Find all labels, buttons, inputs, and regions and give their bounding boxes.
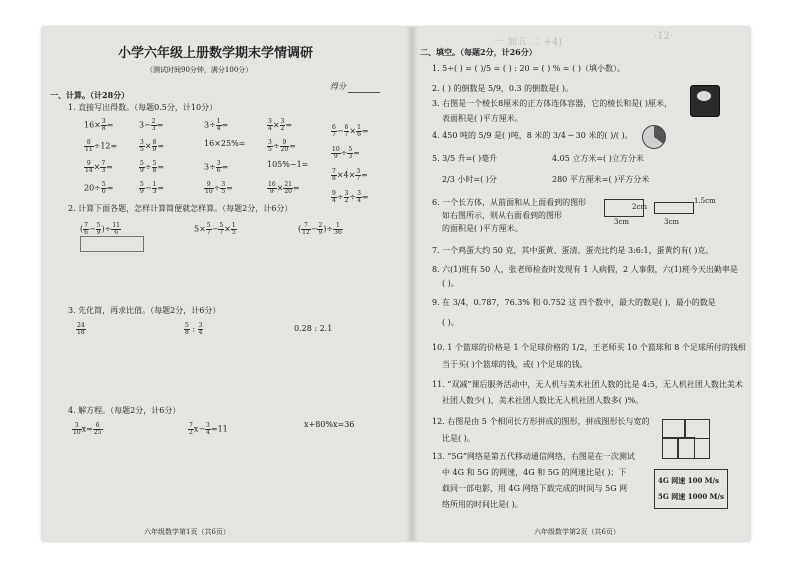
- q1-item: 3÷ $\frac{1}{4}$ =: [204, 118, 229, 132]
- q3-item: $\frac{5}{8}$ : $\frac{3}{4}$: [185, 322, 203, 336]
- fill-q1: 1. 5÷( ) = ( )/5 = ( ) : 20 = ( ) % = ( )（填小数）。: [432, 64, 625, 73]
- fill-q6-cont: 的面积是( )平方厘米。: [442, 224, 523, 233]
- q1-item: $\frac{9}{14}$ × $\frac{7}{3}$ =: [85, 160, 113, 174]
- q1-item: $\frac{5}{9}$ ÷ $\frac{5}{8}$ =: [140, 160, 165, 174]
- speed-5g: 5G 网速 1000 M/s: [658, 492, 724, 501]
- fill-q5a: 5. 3/5 升=( )毫升: [432, 154, 498, 163]
- fill-q6-cont: 如右图所示，则从右面看到的图形: [442, 211, 562, 220]
- section-2-heading: 二、填空。（每题2分，计26分）: [420, 47, 537, 57]
- bleed-through-text: 一 加五 二 +4): [494, 37, 563, 48]
- fill-q11-cont: 社团人数少( )，美术社团人数比无人机社团人数多( )%。: [442, 396, 644, 405]
- cube-container-lid: [696, 90, 712, 102]
- fill-q12-cont: 比是( )。: [442, 434, 475, 443]
- section-1-heading: 一、计算。（计28分）: [50, 90, 130, 100]
- five-rect-cell: [677, 437, 695, 459]
- q1-item: 3− $\frac{2}{3}$ =: [139, 118, 164, 132]
- five-rect-cell: [662, 419, 686, 439]
- exam-subtitle: （测试时间90分钟，满分100分）: [146, 66, 253, 74]
- q2-item: ( $\frac{7}{6}$ − $\frac{5}{9}$ )÷ $\frac{11}{6}$: [80, 222, 120, 236]
- fill-q5c: 2/3 小时=( )分: [442, 175, 497, 184]
- fill-q6: 6. 一个长方体，从前面和从上面看到的图形: [432, 198, 587, 207]
- q1-side-item: $\frac{6}{7}$ − $\frac{6}{7}$ × $\frac{1}{6}$ =: [332, 124, 369, 138]
- fill-q3-cont: 表面积是( )平方厘米。: [442, 114, 523, 123]
- fill-q7: 7. 一个鸡蛋大约 50 克，其中蛋黄、蛋清、蛋壳比约是 3:6:1，蛋黄约有( )克。: [432, 246, 714, 255]
- q4-item: $\frac{7}{2}$ x− $\frac{3}{4}$ =11: [189, 422, 228, 436]
- fill-q11: 11. “双减”课后服务活动中，无人机与美术社团人数的比是 4:5，无人机社团人数比美术: [432, 380, 743, 389]
- fill-q5b: 4.05 立方米=( )立方分米: [552, 154, 644, 163]
- fill-q13-cont: 载同一部电影，用 4G 网络下载完成的时间与 5G 网: [442, 484, 628, 493]
- fill-q10-cont: 当于买( )个篮球的钱，或( )个足球的钱。: [442, 360, 588, 369]
- q1-item: 20÷ $\frac{5}{6}$ =: [84, 181, 114, 195]
- fill-q4: 4. 450 吨的 5/9 是( )吨，8 米的 3/4 ─ 30 米的( )/( )。: [432, 131, 633, 140]
- q1-side-item: $\frac{7}{8}$ ×4× $\frac{3}{7}$ =: [332, 168, 368, 182]
- answer-box[interactable]: [80, 236, 144, 252]
- fill-q3: 3. 右图是一个棱长8厘米的正方体连体容器，它的棱长和是( )厘米，: [432, 99, 673, 108]
- five-rect-cell: [684, 419, 710, 439]
- exam-sheet: [42, 27, 750, 541]
- fill-q9-cont: ( )。: [442, 318, 459, 327]
- q1-item: $\frac{16}{9}$ × $\frac{21}{20}$ =: [268, 181, 300, 195]
- q1-side-item: $\frac{10}{9}$ ÷ $\frac{5}{3}$ =: [332, 146, 360, 160]
- fill-q9: 9. 在 3/4，0.787，76.3% 和 0.752 这 四个数中，最大的数是( )，最小的数是: [432, 298, 716, 307]
- pie-figure: [642, 125, 666, 149]
- dim-label: 2cm: [632, 203, 648, 211]
- q4-item: $\frac{3}{10}$ x= $\frac{6}{25}$: [73, 422, 102, 436]
- speed-4g: 4G 网速 100 M/s: [658, 476, 720, 485]
- fill-q13: 13. “5G”网络是第五代移动通信网络，右图是在一次测试: [432, 452, 635, 461]
- q1-item: $\frac{3}{5}$ ÷ $\frac{9}{20}$ =: [268, 139, 296, 153]
- q3-heading: 3. 先化简，再求比值。（每题2分，计6分）: [68, 306, 221, 315]
- dim-label: 3cm: [614, 218, 630, 226]
- q1-item: 16× $\frac{3}{8}$ =: [84, 118, 114, 132]
- top-view-rect: [654, 202, 694, 214]
- q2-item: 5× $\frac{5}{7}$ − $\frac{5}{7}$ × $\frac{1}{5}$: [194, 222, 236, 236]
- fill-q8: 8. 六(1)班有 50 人，张老师检查时发现有 1 人病假，2 人事假，六(1)班今天出勤率是: [432, 265, 738, 274]
- q1-side-item: $\frac{9}{4}$ ÷ $\frac{3}{2}$ ÷ $\frac{3}{4}$ =: [332, 190, 369, 204]
- right-page-footer: 六年级数学第2页（共6页）: [534, 528, 620, 536]
- fill-q5d: 280 平方厘米=( )平方分米: [552, 175, 650, 184]
- fill-q12: 12. 右图是由 5 个相同长方形拼成的图形，拼成图形长与宽的: [432, 417, 650, 426]
- page-fold: [406, 27, 418, 541]
- score-label: 得分: [330, 82, 346, 91]
- q2-heading: 2. 计算下面各题，怎样计算简便就怎样算。（每题2分，计6分）: [68, 204, 293, 213]
- q1-heading: 1. 直接写出得数。（每题0.5分，计10分）: [68, 103, 218, 112]
- dim-label: 3cm: [664, 218, 680, 226]
- q1-item: $\frac{3}{4}$ × $\frac{3}{2}$ =: [268, 118, 293, 132]
- left-page-footer: 六年级数学第1页（共6页）: [144, 528, 230, 536]
- q1-item: 16×25%=: [204, 139, 246, 148]
- q1-item: $\frac{3}{5}$ × $\frac{8}{9}$ =: [140, 139, 165, 153]
- q1-item: $\frac{8}{11}$ ÷12=: [85, 139, 118, 153]
- q4-item: x+80%x=36: [304, 420, 355, 429]
- fill-q10: 10. 1 个篮球的价格是 1 个足球价格的 1/2，王老师买 10 个篮球和 8 个足球所付的钱相: [432, 343, 746, 352]
- fill-q2: 2. ( ) 的倒数是 5/9，0.3 的倒数是( )。: [432, 84, 573, 93]
- dim-label: 1.5cm: [694, 197, 716, 205]
- fill-q13-cont: 络所用的时间比是( )。: [442, 500, 523, 509]
- q1-item: $\frac{9}{10}$ ÷ $\frac{3}{5}$ =: [205, 181, 233, 195]
- score-line: [348, 92, 380, 93]
- q3-item: 0.28 : 2.1: [294, 324, 333, 333]
- fill-q8-cont: ( )。: [442, 279, 459, 288]
- q1-item: $\frac{5}{9}$ − $\frac{1}{3}$ =: [140, 181, 165, 195]
- network-speed-box: [654, 469, 728, 509]
- q1-item: 3÷ $\frac{3}{6}$ =: [204, 160, 229, 174]
- q2-item: ( $\frac{7}{12}$ − $\frac{2}{9}$ )÷ $\frac{1}{36}$: [298, 222, 342, 236]
- q3-item: $\frac{24}{18}$: [77, 322, 85, 336]
- exam-title: 小学六年级上册数学期末学情调研: [118, 46, 314, 61]
- q1-item: 105%−1=: [267, 160, 309, 169]
- fill-q13-cont: 中 4G 和 5G 的网速，4G 和 5G 的网速比是( )；下: [442, 468, 627, 477]
- q4-heading: 4. 解方程。（每题2分，计6分）: [68, 406, 181, 415]
- bleed-through-text: ·12·: [654, 31, 674, 42]
